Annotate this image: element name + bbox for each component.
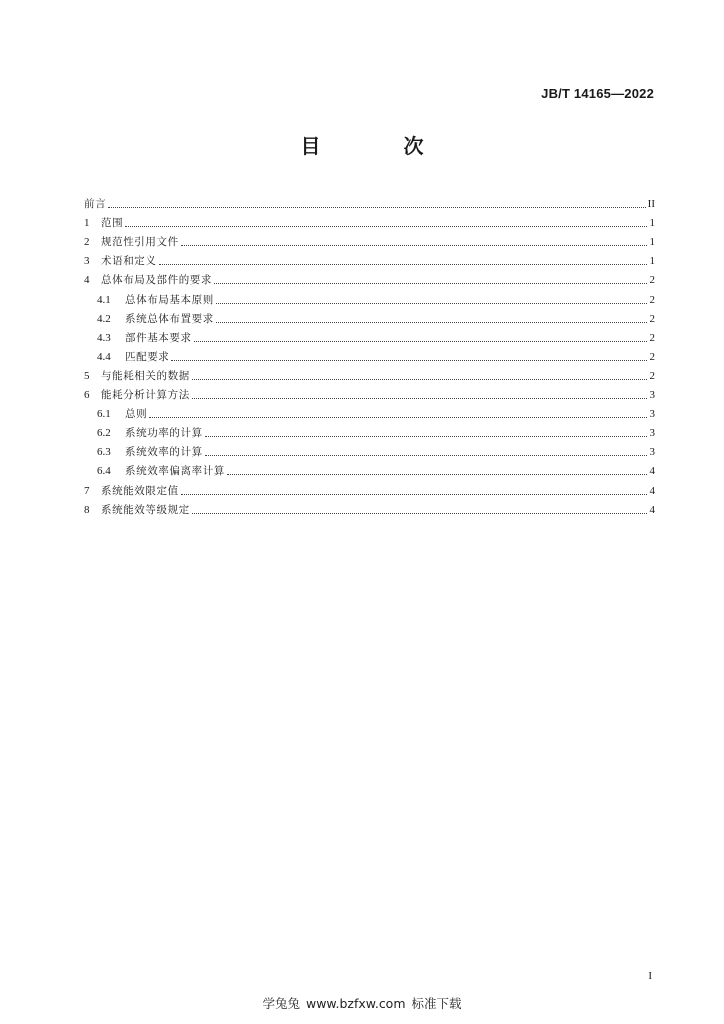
toc-entry-page: 2 bbox=[649, 312, 655, 325]
toc-entry-page: 2 bbox=[649, 369, 655, 382]
toc-entry-label: 匹配要求 bbox=[125, 350, 170, 363]
toc-entry-page: II bbox=[647, 198, 655, 211]
toc-entry-number: 6.4 bbox=[97, 465, 111, 478]
page-number: I bbox=[648, 970, 652, 982]
toc-entry-number: 6.1 bbox=[97, 408, 111, 421]
toc-dot-leader bbox=[108, 206, 645, 208]
toc-entry-number: 7 bbox=[84, 484, 90, 497]
toc-entry[interactable] bbox=[84, 287, 655, 306]
toc-dot-leader bbox=[125, 225, 647, 227]
toc-entry-label: 系统效率偏离率计算 bbox=[125, 465, 225, 478]
toc-entry-label: 系统效率的计算 bbox=[125, 446, 203, 459]
toc-entry-number: 2 bbox=[84, 236, 90, 249]
standard-code: JB/T 14165—2022 bbox=[541, 86, 654, 101]
toc-entry-label: 系统能效限定值 bbox=[101, 484, 179, 497]
toc-entry-number: 1 bbox=[84, 217, 90, 230]
toc-entry-label: 总则 bbox=[125, 408, 148, 421]
watermark-text: 学兔兔 www.bzfxw.com 标准下载 bbox=[262, 996, 462, 1011]
toc-entry[interactable] bbox=[84, 326, 655, 345]
toc-entry[interactable] bbox=[84, 383, 655, 402]
toc-dot-leader bbox=[192, 378, 647, 380]
toc-dot-leader bbox=[214, 282, 647, 284]
toc-entry[interactable] bbox=[84, 478, 655, 497]
toc-entry-page: 3 bbox=[649, 408, 655, 421]
toc-dot-leader bbox=[149, 416, 647, 418]
toc-dot-leader bbox=[216, 302, 647, 304]
toc-entry-number: 8 bbox=[84, 503, 90, 516]
toc-entry-number: 4 bbox=[84, 274, 90, 287]
toc-entry[interactable] bbox=[84, 192, 655, 211]
toc-entry-number: 4.1 bbox=[97, 293, 111, 306]
toc-entry[interactable] bbox=[84, 364, 655, 383]
toc-entry-page: 4 bbox=[649, 484, 655, 497]
toc-entry-number: 4.2 bbox=[97, 312, 111, 325]
toc-entry-number: 4.4 bbox=[97, 350, 111, 363]
toc-entry[interactable] bbox=[84, 307, 655, 326]
toc-entry[interactable] bbox=[84, 268, 655, 287]
toc-entry-number: 6.3 bbox=[97, 446, 111, 459]
toc-dot-leader bbox=[192, 397, 647, 399]
toc-entry[interactable] bbox=[84, 421, 655, 440]
toc-entry-label: 总体布局及部件的要求 bbox=[101, 274, 212, 287]
toc-entry-label: 前言 bbox=[84, 198, 107, 211]
toc-entry-page: 1 bbox=[649, 255, 655, 268]
toc-entry-label: 部件基本要求 bbox=[125, 331, 192, 344]
toc-entry-label: 术语和定义 bbox=[101, 255, 157, 268]
toc-entry-page: 3 bbox=[649, 389, 655, 402]
toc-dot-leader bbox=[205, 435, 647, 437]
toc-entry-page: 1 bbox=[649, 217, 655, 230]
toc-dot-leader bbox=[159, 263, 648, 265]
toc-dot-leader bbox=[194, 340, 647, 342]
toc-entry[interactable] bbox=[84, 230, 655, 249]
toc-entry-page: 3 bbox=[649, 427, 655, 440]
toc-dot-leader bbox=[181, 493, 647, 495]
table-of-contents bbox=[84, 192, 655, 517]
toc-entry-page: 2 bbox=[649, 293, 655, 306]
toc-entry-page: 4 bbox=[649, 465, 655, 478]
toc-entry-page: 2 bbox=[649, 274, 655, 287]
toc-dot-leader bbox=[171, 359, 647, 361]
toc-entry[interactable] bbox=[84, 402, 655, 421]
toc-entry-number: 3 bbox=[84, 255, 90, 268]
toc-entry-label: 系统能效等级规定 bbox=[101, 503, 190, 516]
toc-entry-page: 2 bbox=[649, 331, 655, 344]
toc-entry[interactable] bbox=[84, 459, 655, 478]
toc-entry-page: 3 bbox=[649, 446, 655, 459]
toc-entry-label: 能耗分析计算方法 bbox=[101, 389, 190, 402]
toc-dot-leader bbox=[227, 473, 647, 475]
toc-entry-label: 与能耗相关的数据 bbox=[101, 369, 190, 382]
toc-entry-label: 系统总体布置要求 bbox=[125, 312, 214, 325]
toc-entry-page: 4 bbox=[649, 503, 655, 516]
toc-entry-number: 4.3 bbox=[97, 331, 111, 344]
toc-entry-page: 1 bbox=[649, 236, 655, 249]
toc-entry[interactable] bbox=[84, 211, 655, 230]
toc-dot-leader bbox=[216, 321, 647, 323]
toc-entry[interactable] bbox=[84, 498, 655, 517]
toc-entry-label: 范围 bbox=[101, 217, 124, 230]
toc-dot-leader bbox=[205, 454, 647, 456]
toc-dot-leader bbox=[192, 512, 647, 514]
toc-entry[interactable] bbox=[84, 345, 655, 364]
toc-entry-label: 规范性引用文件 bbox=[101, 236, 179, 249]
toc-entry-number: 6 bbox=[84, 389, 90, 402]
toc-dot-leader bbox=[181, 244, 647, 246]
toc-entry-number: 5 bbox=[84, 369, 90, 382]
toc-entry-label: 系统功率的计算 bbox=[125, 427, 203, 440]
toc-entry-page: 2 bbox=[649, 350, 655, 363]
toc-entry[interactable] bbox=[84, 249, 655, 268]
toc-entry-number: 6.2 bbox=[97, 427, 111, 440]
toc-entry[interactable] bbox=[84, 440, 655, 459]
page-title: 目 次 bbox=[300, 134, 462, 158]
toc-entry-label: 总体布局基本原则 bbox=[125, 293, 214, 306]
